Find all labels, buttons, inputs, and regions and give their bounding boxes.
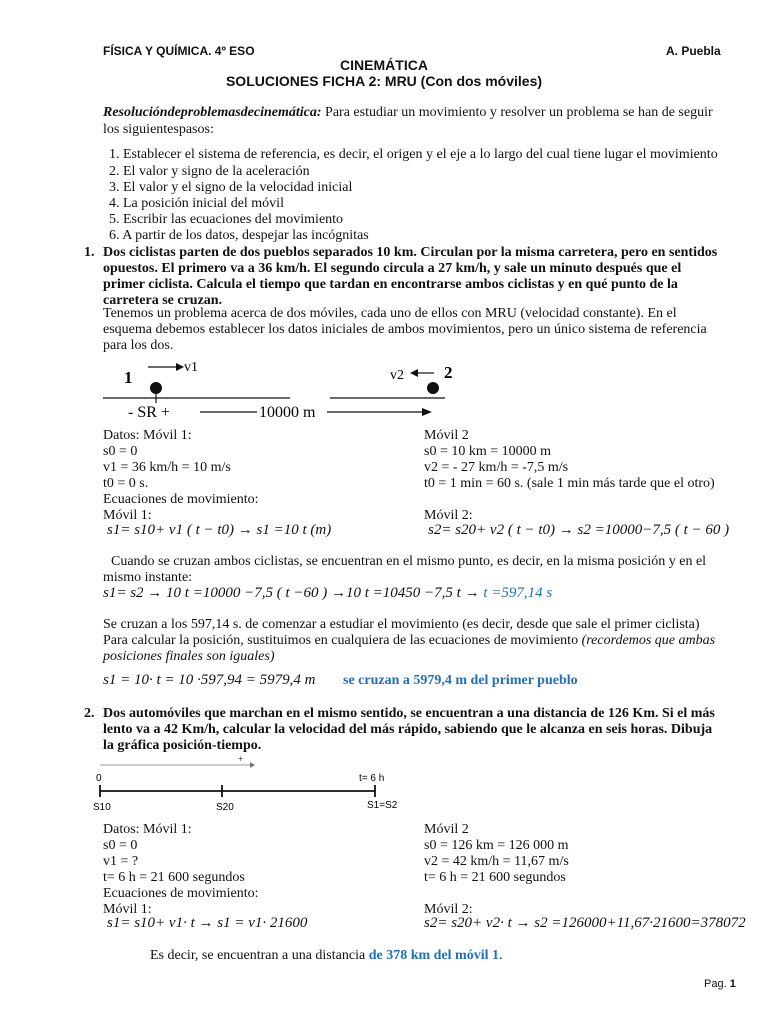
p1-cross-equation [103,585,552,602]
v1-label: v1 [184,360,198,375]
p2-data-right-3: v2 = 42 km/h = 11,67 m/s [424,854,569,869]
problem-1-number: 1. [84,245,95,260]
p1-data-left-5: Ecuaciones de movimiento: [103,492,259,507]
p1-data-right-6: Móvil 2: [424,508,473,523]
cyclist-2-dot [427,382,439,394]
p2-equation-2: s2= s20+ v2· t → s2 =126000+11,67·21600=378072 [424,915,746,931]
p2-data-right-4: t= 6 h = 21 600 segundos [424,870,566,885]
s10-label: S10 [93,802,111,813]
p1-final-result: se cruzan a 5979,4 m del primer pueblo [343,673,578,688]
step-5: 5. Escribir las ecuaciones del movimiento [109,212,344,227]
intro-heading: Resolucióndeproblemasdecinemática: [103,105,322,120]
p2-data-left-5: Ecuaciones de movimiento: [103,886,259,901]
p1-equation-1: s1= s10+ v1 ( t − t0) → s1 =10 t (m) [107,522,332,538]
s12-label: S1=S2 [367,800,398,811]
step-4: 4. La posición inicial del móvil [109,196,284,211]
p2-conclusion-end: . [498,948,503,963]
author-label: A. Puebla [666,44,721,58]
p1-position-text [103,633,715,649]
p2-data-left-3: v1 = ? [103,854,139,869]
distance-label: 10000 m [259,404,316,421]
step-3: 3. El valor y el signo de la velocidad inicial [109,180,353,195]
p2-data-left-4: t= 6 h = 21 600 segundos [103,870,245,885]
p2-conclusion-result: de 378 km del móvil 1 [368,948,499,963]
p1-position-note-2: posiciones finales son iguales) [103,649,275,664]
axis-arrow-icon [250,762,255,768]
intro-text: Para estudiar un movimiento y resolver un problema se han de seguir [325,105,713,120]
time-label: t= 6 h [359,773,385,784]
step-1: 1. Establecer el sistema de referencia, es decir, el origen y el eje a lo largo del cual tiene lugar el movimiento [109,147,718,162]
problem-2-statement-1: Dos automóviles que marchan en el mismo sentido, se encuentran a una distancia de 126 Km. Si el más [103,706,715,721]
p2-data-right-2: s0 = 126 km = 126 000 m [424,838,569,853]
intro-line-1 [103,105,713,121]
page-title: CINEMÁTICA [340,57,428,73]
p2-data-left-2: s0 = 0 [103,838,138,853]
problem-1-explanation-3: para los dos. [103,338,174,353]
v1-arrow-icon [176,363,184,371]
p1-data-left-3: v1 = 36 km/h = 10 m/s [103,460,231,475]
p1-data-right-1: Móvil 2 [424,428,469,443]
p1-position-main: Para calcular la posición, sustituimos en cualquiera de las ecuaciones de movimiento [103,633,579,648]
page-number-value: 1 [729,978,736,990]
p1-data-left-2: s0 = 0 [103,444,138,459]
p2-data-left-6: Móvil 1: [103,902,152,917]
problem-2-statement-2: lento va a 42 Km/h, calcular la velocidad del más rápido, sabiendo que le alcanza en seis horas. Dibuja [103,722,713,737]
p2-conclusion [150,948,502,964]
cars-diagram [88,752,418,816]
p1-data-right-3: v2 = - 27 km/h = -7,5 m/s [424,460,569,475]
p2-data-left-1: Datos: Móvil 1: [103,822,192,837]
p1-meet-text: Se cruzan a los 597,14 s. de comenzar a estudiar el movimiento (es decir, desde que sale el primer ciclista) [103,617,700,632]
p1-cross-text-2: mismo instante: [103,570,193,585]
v2-arrow-icon [410,369,418,377]
p2-equation-1: s1= s10+ v1· t → s1 = v1· 21600 [107,915,308,931]
p2-conclusion-text: Es decir, se encuentran a una distancia [150,948,366,963]
p1-final-equation: s1 = 10· t = 10 ·597,94 = 5979,4 m [103,672,316,688]
p2-data-right-1: Móvil 2 [424,822,469,837]
intro-line-2: los siguientespasos: [103,122,214,137]
p1-data-left-6: Móvil 1: [103,508,152,523]
page-number [704,978,736,990]
positive-direction-label: + [238,754,244,764]
p2-data-right-6: Móvil 2: [424,902,473,917]
problem-1-statement-1: Dos ciclistas parten de dos pueblos separados 10 km. Circulan por la misma carretera, pero en sentidos [103,245,718,260]
problem-1-explanation-2: esquema debemos establecer los datos iniciales de ambos movimientos, pero un único sistema de referencia [103,322,707,337]
origin-zero-label: 0 [96,773,102,784]
problem-1-statement-4: carretera se cruzan. [103,293,223,308]
p1-cross-text-1: Cuando se cruzan ambos ciclistas, se encuentran en el mismo punto, es decir, en la misma posición y en el [111,554,707,569]
problem-1-statement-3: primer ciclista. Calcula el tiempo que tardan en encontrarse ambos ciclistas y en qué punto de la [103,277,678,292]
step-6: 6. A partir de los datos, despejar las incógnitas [109,228,369,243]
page-label: Pag. [704,978,727,990]
p1-data-left-1: Datos: Móvil 1: [103,428,192,443]
p1-position-note-1: (recordemos que ambas [581,633,716,648]
distance-arrow-icon [422,408,432,416]
p1-equation-2: s2= s20+ v2 ( t − t0) → s2 =10000−7,5 ( t − 60 ) [428,522,730,538]
page-subtitle: SOLUCIONES FICHA 2: MRU (Con dos móviles) [225,73,543,89]
course-label: FÍSICA Y QUÍMICA. 4º ESO [103,44,255,58]
v2-label: v2 [390,368,404,383]
p1-data-left-4: t0 = 0 s. [103,476,149,491]
reference-system-label: - SR + [128,404,170,421]
s20-label: S20 [216,802,234,813]
cyclist-1-label: 1 [124,368,133,387]
problem-2-number: 2. [84,706,95,721]
cyclist-2-label: 2 [444,363,453,382]
cyclists-diagram [100,355,480,425]
problem-2-statement-3: la gráfica posición-tiempo. [103,738,262,753]
p1-data-right-2: s0 = 10 km = 10000 m [424,444,552,459]
problem-1-explanation-1: Tenemos un problema acerca de dos móviles, cada uno de ellos con MRU (velocidad constante). En el [103,306,677,321]
problem-1-statement-2: opuestos. El primero va a 36 km/h. El segundo circula a 27 km/h, y sale un minuto después que el [103,261,682,276]
p1-cross-result: t =597,14 s [483,585,553,601]
p1-data-right-4: t0 = 1 min = 60 s. (sale 1 min más tarde que el otro) [424,476,715,491]
step-2: 2. El valor y signo de la aceleración [109,164,310,179]
p1-cross-eq-text: s1= s2 → 10 t =10000 −7,5 ( t −60 ) →10 t =10450 −7,5 t → [103,585,480,601]
